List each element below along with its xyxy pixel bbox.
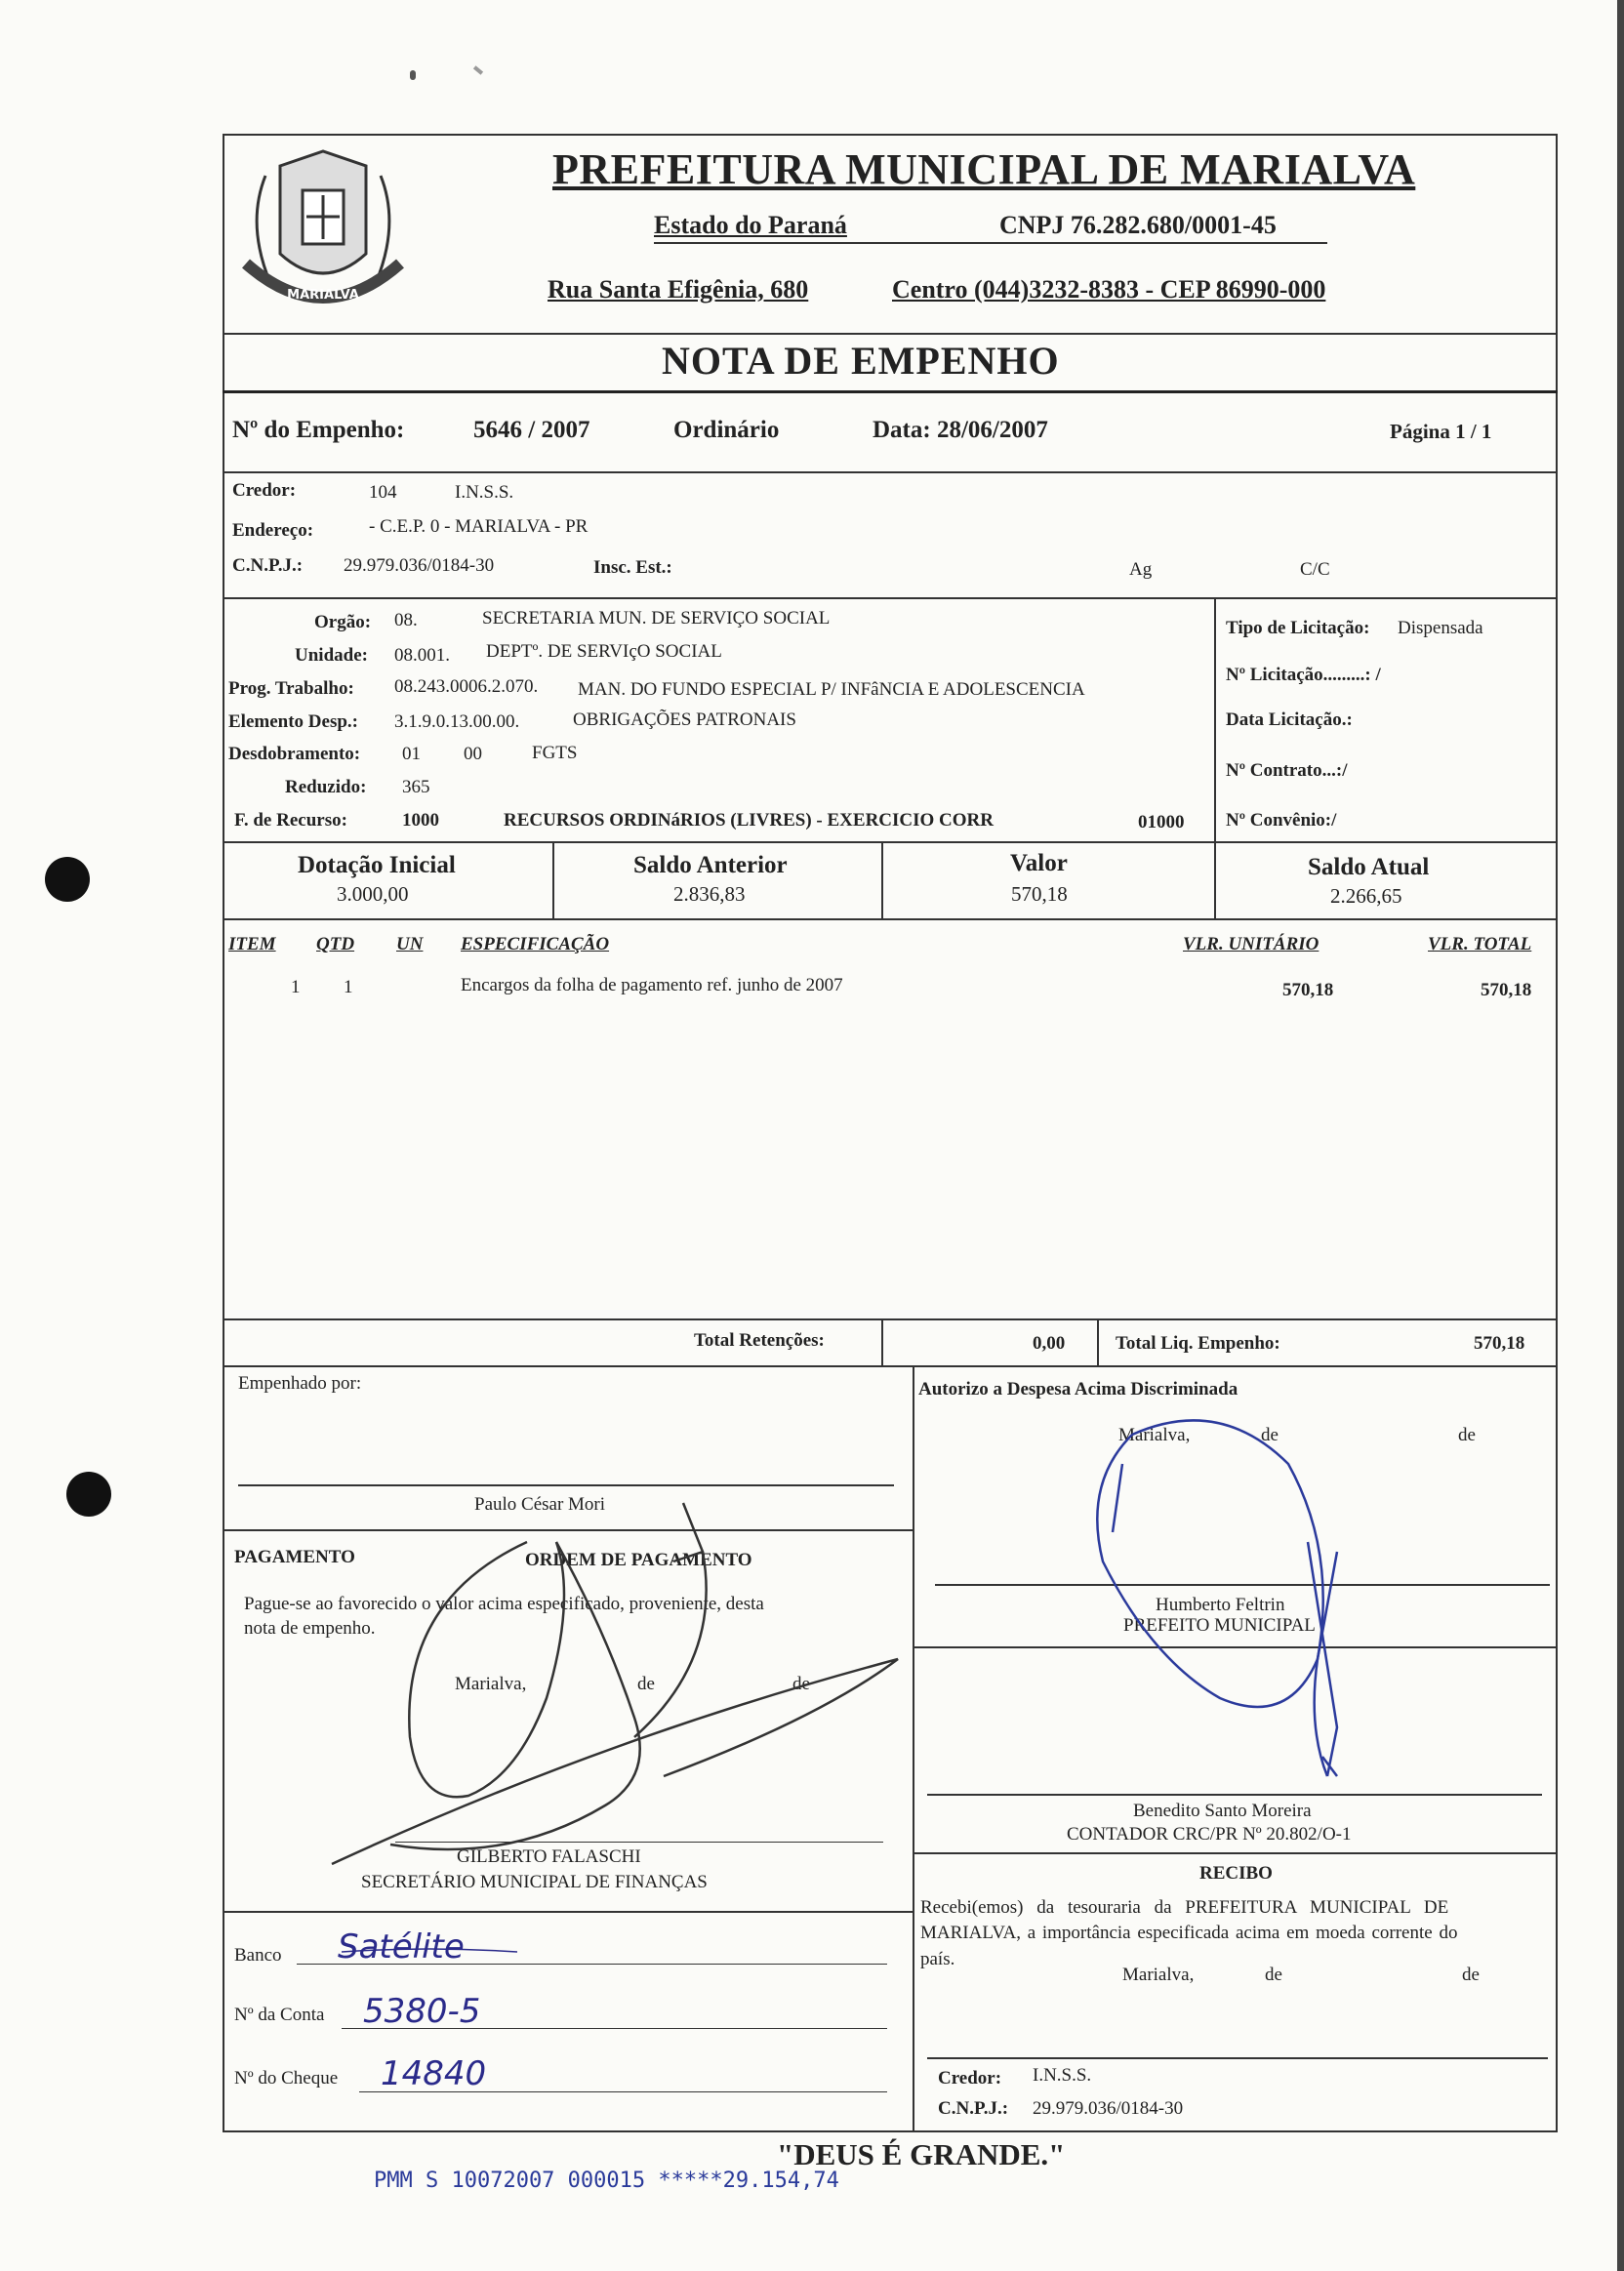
credor-name: I.N.S.S. [455, 482, 514, 503]
pagamento-nome: GILBERTO FALASCHI [457, 1846, 641, 1867]
recibo-de-2: de [1462, 1965, 1480, 1985]
cnpj-credor-value: 29.979.036/0184-30 [344, 555, 495, 576]
credor-label: Credor: [232, 480, 297, 501]
autorizo-de-1: de [1261, 1425, 1279, 1445]
pagamento-de-2: de [792, 1674, 810, 1694]
scan-mark [473, 65, 483, 74]
item-number: 1 [291, 977, 301, 997]
banco-value: Satélite [338, 1927, 465, 1967]
divider [913, 1852, 1558, 1854]
autorizo-nome: Humberto Feltrin [1156, 1595, 1285, 1615]
prog-desc: MAN. DO FUNDO ESPECIAL P/ INFâNCIA E ADOLESCENCIA [578, 679, 1085, 700]
divider [223, 1911, 913, 1913]
divider [223, 1529, 913, 1531]
banco-label: Banco [234, 1945, 282, 1966]
table-header-unitario: VLR. UNITÁRIO [1183, 934, 1320, 954]
reduzido-label: Reduzido: [285, 777, 367, 797]
pagamento-texto-2: nota de empenho. [244, 1618, 376, 1639]
address-label: Rua Santa Efigênia, 680 [548, 275, 809, 304]
autorizo-label: Autorizo a Despesa Acima Discriminada [918, 1379, 1238, 1399]
empenho-date: Data: 28/06/2007 [873, 417, 1048, 443]
empenho-number-label: Nº do Empenho: [232, 417, 405, 443]
elemento-value: 3.1.9.0.13.00.00. [394, 711, 520, 732]
empenhado-label: Empenhado por: [238, 1373, 362, 1394]
page-title: PREFEITURA MUNICIPAL DE MARIALVA [552, 145, 1416, 193]
cnpj-label: CNPJ 76.282.680/0001-45 [999, 211, 1277, 239]
recibo-credor-label: Credor: [938, 2068, 1002, 2089]
state-underline [654, 242, 1327, 244]
pagamento-cargo: SECRETÁRIO MUNICIPAL DE FINANÇAS [361, 1872, 708, 1892]
saldo-atual-value: 2.266,65 [1330, 884, 1402, 908]
seal-text: MARIALVA [287, 288, 359, 303]
divider [1214, 841, 1216, 918]
signature-line [927, 2057, 1548, 2059]
table-header-item: ITEM [228, 934, 276, 954]
reduzido-value: 365 [402, 777, 430, 797]
valor-value: 570,18 [1011, 882, 1068, 906]
scan-edge [1617, 0, 1624, 2271]
divider [913, 1365, 914, 2132]
cheque-value: 14840 [381, 2054, 487, 2093]
divider [881, 841, 883, 918]
desdobramento-label: Desdobramento: [228, 744, 361, 764]
empenho-type: Ordinário [673, 417, 780, 443]
licitacao-number-label: Nº Licitação.........: / [1226, 665, 1381, 685]
desdobramento-2: 00 [464, 744, 482, 764]
contador-nome: Benedito Santo Moreira [1133, 1801, 1312, 1821]
autorizo-cargo: PREFEITO MUNICIPAL [1123, 1615, 1316, 1636]
saldo-anterior-value: 2.836,83 [673, 882, 746, 906]
desdobramento-desc: FGTS [532, 743, 578, 763]
retencoes-label: Total Retenções: [694, 1330, 825, 1351]
divider [223, 597, 1558, 599]
recurso-code: 01000 [1138, 812, 1185, 832]
signature-line [927, 1794, 1542, 1796]
divider [223, 1365, 1558, 1367]
liquido-label: Total Liq. Empenho: [1116, 1333, 1280, 1354]
recibo-texto-1: Recebi(emos) da tesouraria da PREFEITURA MUNICIPAL DE [920, 1897, 1449, 1918]
endereco-value: - C.E.P. 0 - MARIALVA - PR [369, 516, 589, 537]
divider [223, 390, 1558, 393]
table-header-qtd: QTD [316, 934, 355, 954]
divider [223, 333, 1558, 335]
recibo-cnpj-label: C.N.P.J.: [938, 2098, 1009, 2119]
conta-value: 5380-5 [363, 1992, 481, 2031]
item-especificacao: Encargos da folha de pagamento ref. junho de 2007 [461, 975, 843, 995]
divider [552, 841, 554, 918]
conta-label: Nº da Conta [234, 2005, 325, 2025]
autorizo-cidade: Marialva, [1118, 1425, 1191, 1445]
recurso-value: 1000 [402, 810, 439, 831]
pagamento-texto-1: Pague-se ao favorecido o valor acima especificado, proveniente, desta [244, 1594, 764, 1614]
item-unitario: 570,18 [1282, 980, 1334, 1000]
saldo-anterior-label: Saldo Anterior [633, 852, 788, 878]
recibo-texto-3: país. [920, 1949, 955, 1969]
unidade-desc: DEPTº. DE SERVIçO SOCIAL [486, 641, 722, 662]
divider [881, 1318, 883, 1365]
orgao-value: 08. [394, 610, 418, 630]
unidade-label: Unidade: [295, 645, 368, 666]
document-title: NOTA DE EMPENHO [662, 339, 1060, 383]
contrato-label: Nº Contrato...:/ [1226, 760, 1348, 781]
punch-hole [66, 1472, 111, 1517]
desdobramento-1: 01 [402, 744, 421, 764]
elemento-desc: OBRIGAÇÕES PATRONAIS [573, 710, 796, 730]
divider [223, 1318, 1558, 1320]
table-header-un: UN [396, 934, 424, 954]
table-header-especificacao: ESPECIFICAÇÃO [461, 934, 610, 954]
autorizo-de-2: de [1458, 1425, 1476, 1445]
liquido-value: 570,18 [1474, 1333, 1525, 1354]
pagamento-de-1: de [637, 1674, 655, 1694]
recurso-desc: RECURSOS ORDINáRIOS (LIVRES) - EXERCICIO CORR [504, 810, 994, 831]
contact-label: Centro (044)3232-8383 - CEP 86990-000 [892, 275, 1326, 304]
ag-label: Ag [1129, 559, 1153, 580]
divider [1097, 1318, 1099, 1365]
contador-cargo: CONTADOR CRC/PR Nº 20.802/O-1 [1067, 1824, 1352, 1845]
recibo-de-1: de [1265, 1965, 1282, 1985]
recibo-credor-value: I.N.S.S. [1033, 2065, 1092, 2086]
item-total: 570,18 [1481, 980, 1532, 1000]
cheque-label: Nº do Cheque [234, 2068, 339, 2089]
recurso-label: F. de Recurso: [234, 810, 347, 831]
conta-line [342, 2028, 887, 2029]
credor-code: 104 [369, 482, 397, 503]
empenhado-nome: Paulo César Mori [474, 1494, 606, 1515]
prog-label: Prog. Trabalho: [228, 678, 354, 699]
page-number: Página 1 / 1 [1390, 420, 1492, 443]
punch-hole [45, 857, 90, 902]
pagamento-label: PAGAMENTO [234, 1547, 355, 1567]
pagamento-cidade: Marialva, [455, 1674, 527, 1694]
recibo-texto-2: MARIALVA, a importância especificada acima em moeda corrente do [920, 1923, 1458, 1943]
scan-mark [410, 70, 416, 80]
divider [223, 471, 1558, 473]
dotacao-value: 3.000,00 [337, 882, 409, 906]
insc-label: Insc. Est.: [593, 557, 672, 578]
orgao-label: Orgão: [314, 612, 372, 632]
recibo-label: RECIBO [1199, 1863, 1273, 1884]
footer-motto: "DEUS É GRANDE." [777, 2137, 1066, 2171]
banco-line [297, 1964, 887, 1965]
signature-line [238, 1484, 894, 1486]
divider [223, 841, 1558, 843]
endereco-label: Endereço: [232, 520, 314, 541]
unidade-value: 08.001. [394, 645, 450, 666]
signature-line [935, 1584, 1550, 1586]
cc-label: C/C [1300, 559, 1330, 580]
signature-line [395, 1842, 883, 1843]
recibo-cnpj-value: 29.979.036/0184-30 [1033, 2098, 1184, 2119]
prog-value: 08.243.0006.2.070. [394, 676, 539, 697]
data-licitacao-label: Data Licitação.: [1226, 710, 1353, 730]
cnpj-credor-label: C.N.P.J.: [232, 555, 304, 576]
item-qtd: 1 [344, 977, 353, 997]
recibo-cidade: Marialva, [1122, 1965, 1195, 1985]
ordem-pagamento-label: ORDEM DE PAGAMENTO [525, 1550, 752, 1570]
elemento-label: Elemento Desp.: [228, 711, 358, 732]
empenho-number: 5646 / 2007 [473, 417, 590, 443]
payment-stamp: PMM S 10072007 000015 *****29.154,74 [374, 2169, 839, 2193]
retencoes-value: 0,00 [1033, 1333, 1066, 1354]
divider [1214, 597, 1216, 843]
municipal-seal [226, 137, 420, 322]
tipo-licitacao-label: Tipo de Licitação: [1226, 618, 1370, 638]
orgao-desc: SECRETARIA MUN. DE SERVIÇO SOCIAL [482, 608, 831, 629]
state-label: Estado do Paraná [654, 211, 847, 239]
tipo-licitacao-value: Dispensada [1398, 618, 1483, 638]
valor-label: Valor [1010, 850, 1068, 876]
saldo-atual-label: Saldo Atual [1308, 854, 1430, 880]
dotacao-label: Dotação Inicial [298, 852, 456, 878]
convenio-label: Nº Convênio:/ [1226, 810, 1337, 831]
cheque-line [359, 2091, 887, 2092]
table-header-total: VLR. TOTAL [1428, 934, 1532, 954]
divider [223, 918, 1558, 920]
divider [913, 1646, 1558, 1648]
